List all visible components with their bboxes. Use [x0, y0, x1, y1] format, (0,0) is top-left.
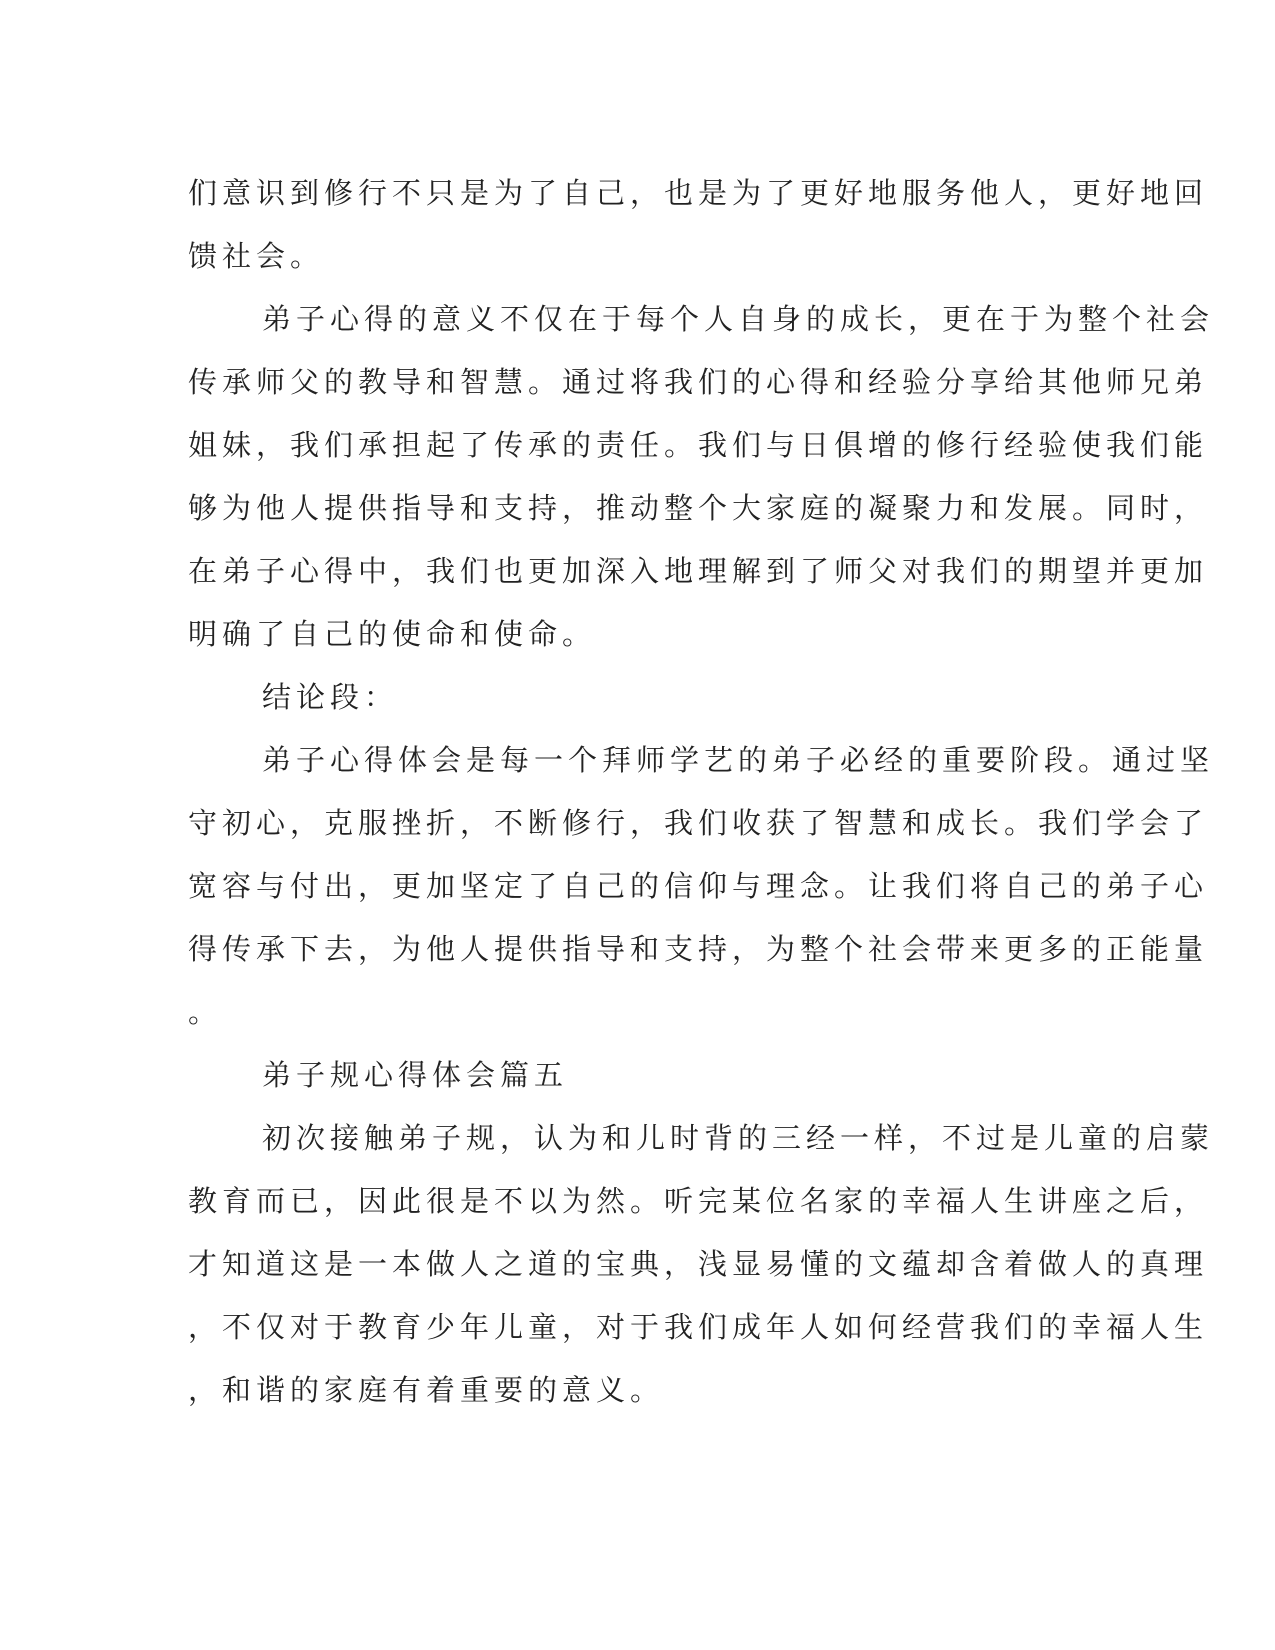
paragraph-start-line: 弟子心得的意义不仅在于每个人自身的成长，更在于为整个社会: [262, 302, 1215, 336]
text-line: 们意识到修行不只是为了自己，也是为了更好地服务他人，更好地回: [188, 176, 1209, 210]
text-line: 。: [188, 995, 223, 1029]
text-line: ，不仅对于教育少年儿童，对于我们成年人如何经营我们的幸福人生: [188, 1310, 1209, 1344]
section-heading: 结论段：: [262, 680, 399, 714]
text-line: 得传承下去，为他人提供指导和支持，为整个社会带来更多的正能量: [188, 932, 1209, 966]
text-line: 姐妹，我们承担起了传承的责任。我们与日俱增的修行经验使我们能: [188, 428, 1209, 462]
text-line: 在弟子心得中，我们也更加深入地理解到了师父对我们的期望并更加: [188, 554, 1209, 588]
text-line: 明确了自己的使命和使命。: [188, 617, 597, 651]
paragraph-start-line: 初次接触弟子规，认为和儿时背的三经一样，不过是儿童的启蒙: [262, 1121, 1215, 1155]
paragraph-start-line: 弟子心得体会是每一个拜师学艺的弟子必经的重要阶段。通过坚: [262, 743, 1215, 777]
text-line: ，和谐的家庭有着重要的意义。: [188, 1373, 665, 1407]
text-line: 才知道这是一本做人之道的宝典，浅显易懂的文蕴却含着做人的真理: [188, 1247, 1209, 1281]
text-line: 馈社会。: [188, 239, 325, 273]
text-line: 够为他人提供指导和支持，推动整个大家庭的凝聚力和发展。同时，: [188, 491, 1209, 525]
chapter-title: 弟子规心得体会篇五: [262, 1058, 569, 1092]
text-line: 教育而已，因此很是不以为然。听完某位名家的幸福人生讲座之后，: [188, 1184, 1209, 1218]
text-line: 传承师父的教导和智慧。通过将我们的心得和经验分享给其他师兄弟: [188, 365, 1209, 399]
document-body: [188, 162, 1215, 1422]
text-line: 宽容与付出，更加坚定了自己的信仰与理念。让我们将自己的弟子心: [188, 869, 1209, 903]
text-line: 守初心，克服挫折，不断修行，我们收获了智慧和成长。我们学会了: [188, 806, 1209, 840]
